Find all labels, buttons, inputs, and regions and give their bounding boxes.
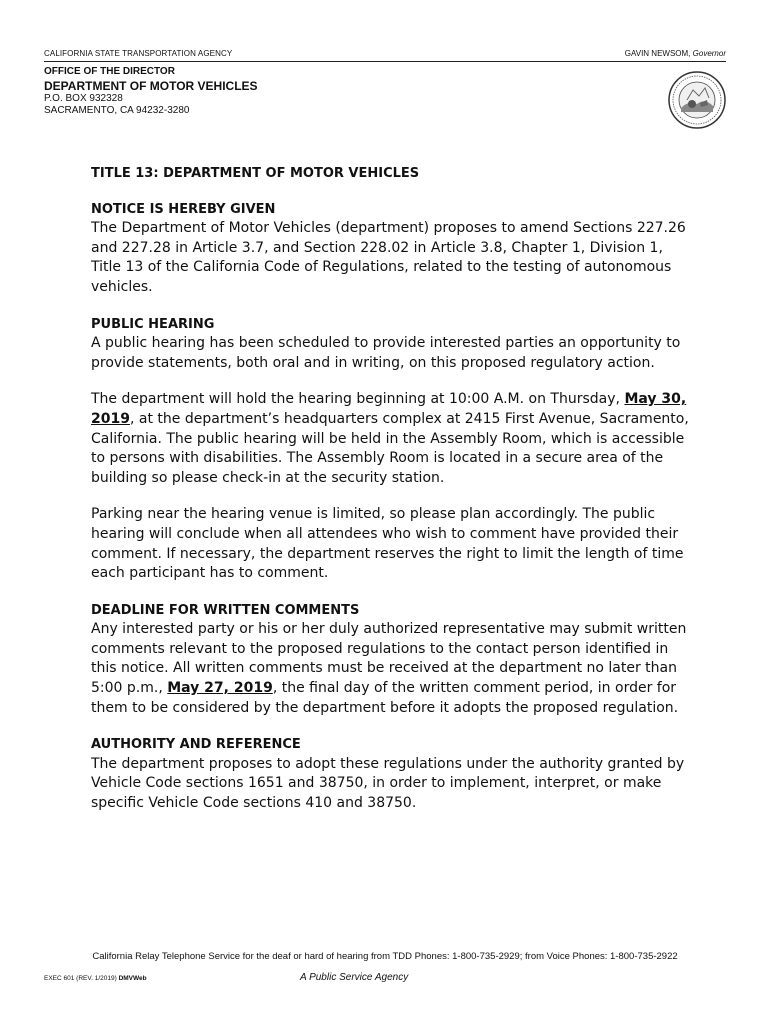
public-service-tagline: A Public Service Agency	[300, 972, 409, 983]
deadline-text-pre: Any interested party or his or her duly authorized representative may submit written comments relevant to the proposed regulations to the contact person identified in this notice. All written comments must be received at the department no later than 5:00 p.m.,	[91, 621, 687, 697]
form-identifier	[44, 975, 147, 982]
hearing-text-pre: The department will hold the hearing beginning at 10:00 A.M. on Thursday,	[91, 391, 625, 408]
office-of-director: OFFICE OF THE DIRECTOR	[44, 66, 175, 77]
state-seal-icon	[667, 70, 727, 130]
governor-line	[625, 49, 726, 58]
hearing-paragraph-1: A public hearing has been scheduled to provide interested parties an opportunity to provide statements, both oral and in writing, on this proposed regulatory action.	[91, 335, 681, 371]
governor-name: GAVIN NEWSOM,	[624, 49, 691, 58]
governor-title: Governor	[692, 49, 726, 58]
relay-service-notice: California Relay Telephone Service for the deaf or hard of hearing from TDD Phones: 1-800-735-2929; from Voice Phones: 1-800-735-2922	[92, 951, 678, 962]
authority-heading: AUTHORITY AND REFERENCE	[91, 737, 301, 753]
hearing-heading: PUBLIC HEARING	[91, 316, 215, 332]
document-title: TITLE 13: DEPARTMENT OF MOTOR VEHICLES	[91, 166, 420, 181]
hearing-paragraph-2	[91, 390, 691, 488]
notice-paragraph: The Department of Motor Vehicles (department) proposes to amend Sections 227.26 and 227.28 in Article 3.7, and Section 228.02 in Article 3.8, Chapter 1, Division 1, Title 13 of the California Code of Regulations, related to the testing of autonomous vehicles.	[91, 220, 686, 295]
deadline-paragraph	[91, 620, 691, 718]
agency-name: CALIFORNIA STATE TRANSPORTATION AGENCY	[44, 49, 233, 58]
deadline-text-post: , the final day of the written comment period, in order for them to be considered by the department before it adopts the proposed regulation.	[91, 680, 679, 716]
form-web-tag: DMVWeb	[118, 975, 147, 982]
deadline-heading: DEADLINE FOR WRITTEN COMMENTS	[91, 602, 360, 618]
hearing-date: May 30, 2019	[91, 391, 687, 427]
form-number: EXEC 601 (REV. 1/2019)	[44, 975, 117, 982]
hearing-paragraph-3: Parking near the hearing venue is limited, so please plan accordingly. The public hearing will conclude when all attendees who wish to comment have provided their comment. If necessary, the department reserves the right to limit the length of time each participant has to comment.	[91, 506, 684, 582]
deadline-date: May 27, 2019	[167, 680, 273, 697]
authority-paragraph: The department proposes to adopt these regulations under the authority granted by Vehicle Code sections 1651 and 38750, in order to implement, interpret, or make specific Vehicle Code sections 410 and 38750.	[91, 755, 685, 812]
department-name: DEPARTMENT OF MOTOR VEHICLES	[44, 79, 258, 93]
agency-header-bar	[44, 49, 726, 62]
address-line-1: P.O. BOX 932328	[44, 93, 123, 104]
address-line-2: SACRAMENTO, CA 94232-3280	[44, 105, 190, 116]
hearing-text-post: , at the department’s headquarters complex at 2415 First Avenue, Sacramento, California. The public hearing will be held in the Assembly Room, which is accessible to persons with disabilities. The Assembly Room is located in a secure area of the building so please check-in at the security station.	[91, 410, 689, 486]
notice-heading: NOTICE IS HEREBY GIVEN	[91, 201, 276, 217]
notice-body	[91, 164, 691, 831]
